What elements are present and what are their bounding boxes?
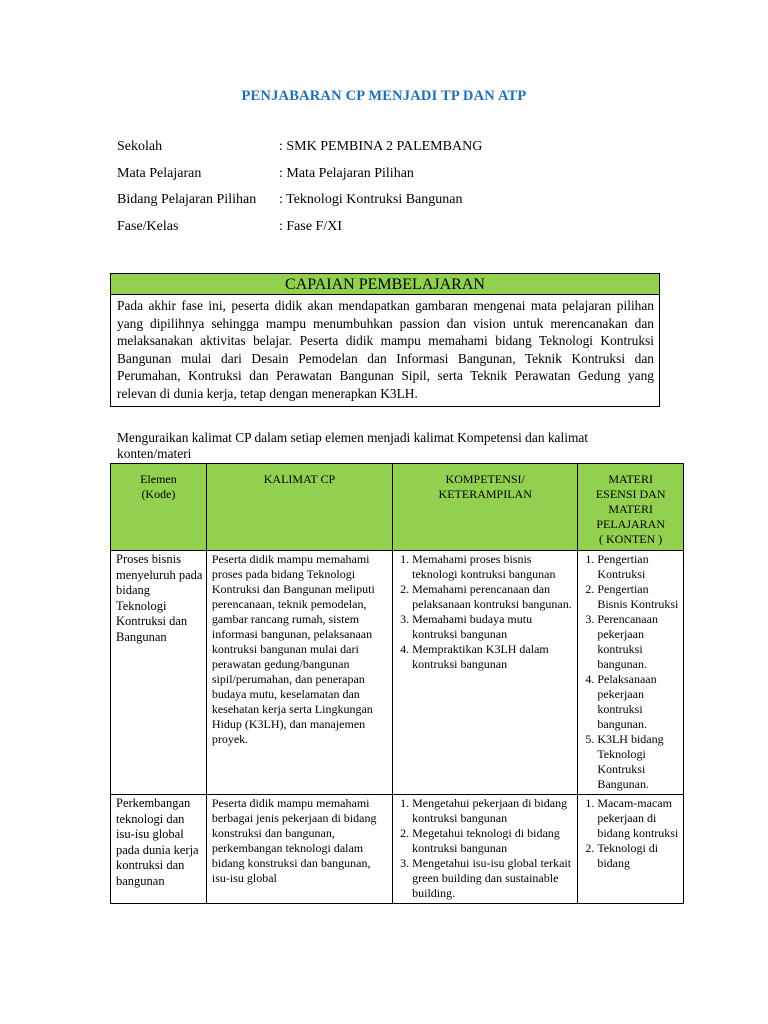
info-value: : SMK PEMBINA 2 PALEMBANG: [279, 139, 483, 154]
identity-info: [117, 139, 482, 245]
list-item: 3. Mengetahui isu-isu global terkait green building dan sustainable building.: [412, 856, 574, 901]
info-row-bidang: [117, 192, 482, 219]
info-row-mata-pelajaran: [117, 166, 482, 193]
cell-kalimat-cp: Peserta didik mampu memahami proses pada bidang Teknologi Kontruksi dan Bangunan meliputi perencanaan, teknik pemodelan, gambar rancang rumah, sistem informasi bangunan, pelaksanaan kontruksi bangunan mulai dari perawatan gedung/bangunan sipil/perumahan, dan penerapan budaya mutu, keselamatan dan kesehatan kerja serta Lingkungan Hidup (K3LH), dan manajemen proyek.: [206, 551, 392, 795]
cp-breakdown-table: [110, 463, 684, 904]
document-title: PENJABARAN CP MENJADI TP DAN ATP: [241, 88, 527, 104]
list-item: 2. Megetahui teknologi di bidang kontruksi bangunan: [412, 826, 574, 856]
list-item: 3. Memahami budaya mutu kontruksi bangunan: [412, 612, 574, 642]
info-label: Sekolah: [117, 139, 163, 154]
cell-kalimat-cp: Peserta didik mampu memahami berbagai jenis pekerjaan di bidang konstruksi dan bangunan, perkembangan teknologi dalam bidang konstruksi dan bangunan, isu-isu global: [206, 795, 392, 904]
info-label: Bidang Pelajaran Pilihan: [117, 192, 257, 207]
capaian-pembelajaran-box: [110, 273, 660, 407]
cell-kompetensi: [393, 551, 578, 795]
info-label: Fase/Kelas: [117, 218, 179, 234]
list-item: 2. Teknologi di bidang: [597, 841, 680, 871]
intro-text: Menguraikan kalimat CP dalam setiap elemen menjadi kalimat Kompetensi dan kalimat konten/materi: [117, 430, 589, 461]
cp-heading: CAPAIAN PEMBELAJARAN: [111, 274, 659, 295]
cell-kompetensi: [393, 795, 578, 904]
header-elemen: Elemen (Kode): [111, 464, 207, 551]
header-kompetensi: KOMPETENSI/ KETERAMPILAN: [393, 464, 578, 551]
info-row-fase: [117, 219, 482, 246]
info-value: : Mata Pelajaran Pilihan: [279, 165, 414, 181]
list-item: 1. Macam-macam pekerjaan di bidang kontruksi: [597, 796, 680, 841]
list-item: 1. Memahami proses bisnis teknologi kontruksi bangunan: [412, 552, 574, 582]
list-item: 3. Perencanaan pekerjaan kontruksi bangunan.: [597, 612, 680, 672]
info-value: : Fase F/XI: [279, 218, 342, 234]
table-header-row: [111, 464, 684, 551]
cell-elemen: Perkembangan teknologi dan isu-isu global pada dunia kerja kontruksi dan bangunan: [111, 795, 207, 904]
table-row: [111, 551, 684, 795]
list-item: 1. Mengetahui pekerjaan di bidang kontruksi bangunan: [412, 796, 574, 826]
table-row: [111, 795, 684, 904]
info-label: Mata Pelajaran: [117, 165, 202, 181]
header-materi: MATERI ESENSI DAN MATERI PELAJARAN ( KONTEN ): [578, 464, 684, 551]
cell-materi: [578, 551, 684, 795]
list-item: 4. Pelaksanaan pekerjaan kontruksi bangunan.: [597, 672, 680, 732]
list-item: 2. Pengertian Bisnis Kontruksi: [597, 582, 680, 612]
list-item: 4. Mempraktikan K3LH dalam kontruksi bangunan: [412, 642, 574, 672]
info-row-sekolah: [117, 139, 482, 166]
cell-materi: [578, 795, 684, 904]
header-kalimat-cp: KALIMAT CP: [206, 464, 392, 551]
list-item: 2. Memahami perencanaan dan pelaksanaan kontruksi bangunan.: [412, 582, 574, 612]
cp-text: Pada akhir fase ini, peserta didik akan mendapatkan gambaran mengenai mata pelajaran pilihan yang dipilihnya sehingga mampu menumbuhkan passion dan vision untuk merencanakan dan melaksanakan aktivitas belajar. Peserta didik mampu memahami bidang Teknologi Kontruksi Bangunan mulai dari Desain Pemodelan dan Informasi Bangunan, Teknik Kontruksi dan Perumahan, Kontruksi dan Perawatan Bangunan Sipil, serta Teknik Perawatan Gedung yang relevan di dunia kerja, tetap dengan menerapkan K3LH.: [117, 298, 654, 401]
list-item: 1. Pengertian Kontruksi: [597, 552, 680, 582]
list-item: 5. K3LH bidang Teknologi Kontruksi Bangunan.: [597, 732, 680, 792]
info-value: : Teknologi Kontruksi Bangunan: [279, 192, 463, 207]
cell-elemen: Proses bisnis menyeluruh pada bidang Teknologi Kontruksi dan Bangunan: [111, 551, 207, 795]
